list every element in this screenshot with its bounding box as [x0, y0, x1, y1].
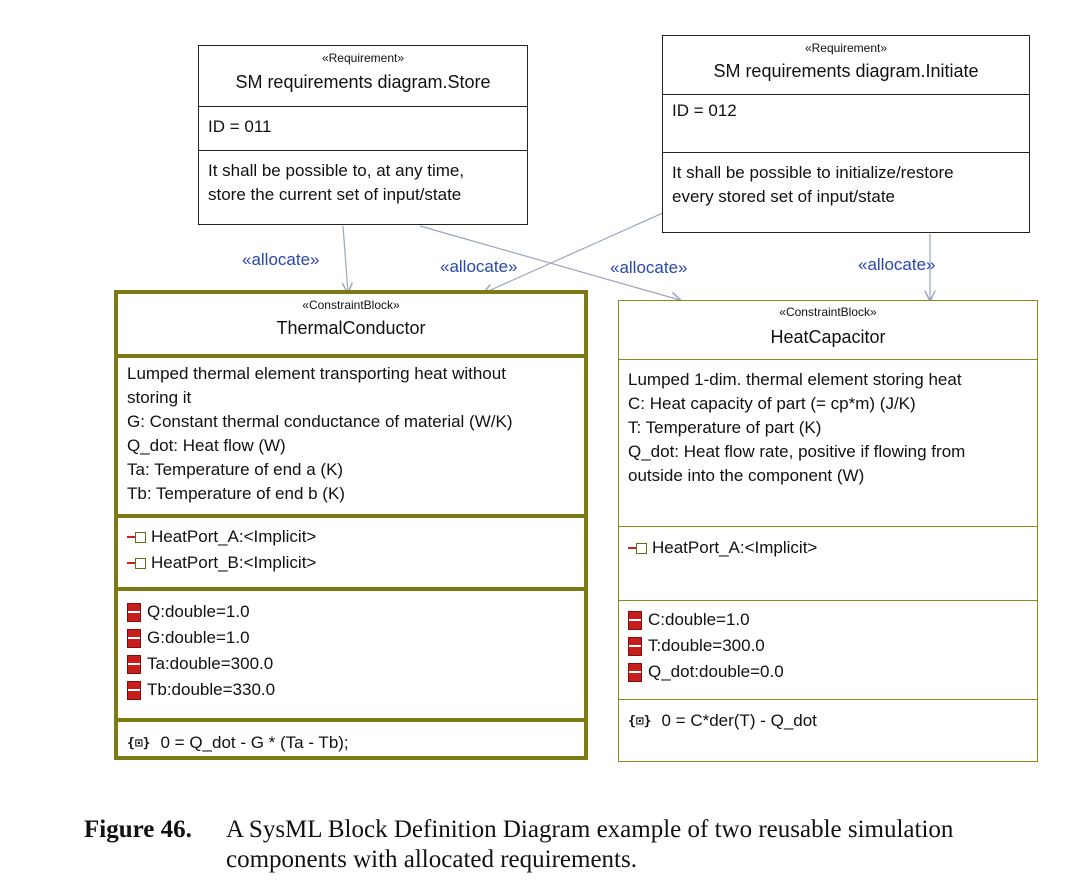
value-property-label: Q_dot:double=0.0 [648, 662, 784, 681]
constraint-icon: {⊡} [127, 735, 151, 751]
value-property-icon [628, 663, 642, 682]
allocate-label: «allocate» [858, 255, 936, 274]
port-label: HeatPort_A:<Implicit> [652, 538, 818, 557]
allocate-label: «allocate» [242, 250, 320, 269]
description-line: T: Temperature of part (K) [628, 418, 822, 437]
value-property-label: Q:double=1.0 [147, 602, 250, 621]
description-line: outside into the component (W) [628, 466, 865, 485]
requirement-name: SM requirements diagram.Store [235, 72, 491, 92]
port-row[interactable] [628, 535, 1028, 561]
constraint-expression: 0 = C*der(T) - Q_dot [661, 711, 817, 730]
block-stereotype: «ConstraintBlock» [302, 298, 400, 312]
description-line: Lumped thermal element transporting heat without [127, 364, 506, 383]
value-property-icon [127, 655, 141, 674]
requirement-id: ID = 011 [208, 117, 272, 136]
requirement-stereotype: «Requirement» [804, 41, 888, 55]
value-property-row[interactable] [628, 633, 1028, 659]
constraint-expression: 0 = Q_dot - G * (Ta - Tb); [160, 733, 349, 752]
requirement-id: ID = 012 [672, 101, 737, 120]
value-property-label: G:double=1.0 [147, 628, 250, 647]
value-property-row[interactable] [127, 625, 575, 651]
constraint-block-thermal-conductor[interactable] [114, 290, 588, 760]
caption-line: components with allocated requirements. [226, 846, 637, 873]
value-property-row[interactable] [628, 659, 1028, 685]
requirement-text-line: It shall be possible to initialize/restore [672, 163, 954, 182]
requirement-text-line: every stored set of input/state [672, 187, 896, 206]
description-line: Lumped 1-dim. thermal element storing heat [628, 370, 962, 389]
port-label: HeatPort_A:<Implicit> [151, 527, 317, 546]
requirement-name: SM requirements diagram.Initiate [713, 61, 979, 81]
block-name: ThermalConductor [276, 318, 426, 338]
requirement-store-box[interactable] [198, 45, 528, 225]
port-label: HeatPort_B:<Implicit> [151, 553, 317, 572]
value-property-row[interactable] [127, 599, 575, 625]
constraint-row[interactable] [127, 730, 575, 756]
value-property-icon [628, 611, 642, 630]
port-icon [127, 530, 147, 544]
value-property-label: T:double=300.0 [648, 636, 765, 655]
port-icon [628, 541, 648, 555]
description-line: C: Heat capacity of part (= cp*m) (J/K) [628, 394, 916, 413]
allocate-label: «allocate» [440, 257, 518, 276]
description-line: Q_dot: Heat flow (W) [127, 436, 286, 455]
requirement-text-line: store the current set of input/state [208, 185, 462, 204]
value-property-icon [127, 603, 141, 622]
description-line: G: Constant thermal conductance of material (W/K) [127, 412, 513, 431]
description-line: storing it [127, 388, 192, 407]
block-stereotype: «ConstraintBlock» [779, 305, 877, 319]
requirement-stereotype: «Requirement» [321, 51, 405, 65]
value-property-row[interactable] [127, 651, 575, 677]
constraint-row[interactable] [628, 708, 1028, 734]
value-property-icon [127, 629, 141, 648]
requirement-text-line: It shall be possible to, at any time, [208, 161, 465, 180]
value-property-label: C:double=1.0 [648, 610, 750, 629]
port-row[interactable] [127, 550, 575, 576]
port-icon [127, 556, 147, 570]
value-property-label: Tb:double=330.0 [147, 680, 276, 699]
constraint-icon: {⊡} [628, 713, 652, 729]
value-property-icon [127, 681, 141, 700]
block-name: HeatCapacitor [770, 327, 886, 347]
figure-number: Figure 46. [84, 816, 192, 843]
description-line: Tb: Temperature of end b (K) [127, 484, 345, 503]
port-row[interactable] [127, 524, 575, 550]
value-property-row[interactable] [127, 677, 575, 703]
value-property-row[interactable] [628, 607, 1028, 633]
description-line: Ta: Temperature of end a (K) [127, 460, 344, 479]
caption-line: A SysML Block Definition Diagram example of two reusable simulation [226, 816, 954, 843]
value-property-label: Ta:double=300.0 [147, 654, 274, 673]
figure-caption [84, 815, 1074, 875]
requirement-initiate-box[interactable] [662, 35, 1030, 233]
constraint-block-heat-capacitor[interactable] [618, 300, 1038, 762]
allocate-line-store-thermal [343, 226, 348, 292]
allocate-label: «allocate» [610, 258, 688, 277]
description-line: Q_dot: Heat flow rate, positive if flowing from [628, 442, 966, 461]
value-property-icon [628, 637, 642, 656]
